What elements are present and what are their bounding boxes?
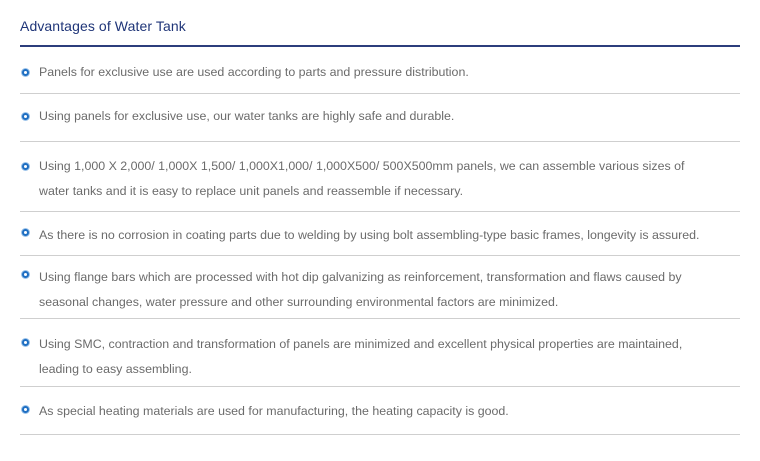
list-item-text-line-2: seasonal changes, water pressure and other surrounding environmental factors are minimized.	[39, 295, 559, 309]
list-item-text-line-1: Using 1,000 X 2,000/ 1,000X 1,500/ 1,000X1,000/ 1,000X500/ 500X500mm panels, we can assemble various sizes of	[39, 159, 685, 173]
bullet-icon	[22, 229, 29, 236]
bullet-icon	[22, 163, 29, 170]
list-item	[20, 387, 740, 435]
bullet-icon	[22, 69, 29, 76]
bullet-icon	[22, 339, 29, 346]
list-item-text-line-2: leading to easy assembling.	[39, 362, 192, 376]
list-item	[20, 212, 740, 256]
list-item	[20, 94, 740, 142]
bullet-icon	[22, 271, 29, 278]
list-item-text-line-1: Using SMC, contraction and transformation of panels are minimized and excellent physical properties are maintained,	[39, 337, 683, 351]
bullet-icon	[22, 113, 29, 120]
bullet-icon	[22, 406, 29, 413]
list-item	[20, 319, 740, 387]
list-item-text: Using panels for exclusive use, our water tanks are highly safe and durable.	[39, 109, 455, 123]
list-item-text-line-1: Using flange bars which are processed with hot dip galvanizing as reinforcement, transformation and flaws caused by	[39, 270, 682, 284]
advantages-list	[20, 47, 740, 435]
list-item	[20, 256, 740, 319]
section-title: Advantages of Water Tank	[20, 18, 186, 34]
list-item-text: As special heating materials are used for manufacturing, the heating capacity is good.	[39, 404, 509, 418]
list-item-text: Panels for exclusive use are used according to parts and pressure distribution.	[39, 65, 469, 79]
list-item	[20, 142, 740, 212]
list-item	[20, 47, 740, 94]
list-item-text: As there is no corrosion in coating parts due to welding by using bolt assembling-type basic frames, longevity is assured.	[39, 228, 700, 242]
list-item-text-line-2: water tanks and it is easy to replace unit panels and reassemble if necessary.	[39, 184, 464, 198]
